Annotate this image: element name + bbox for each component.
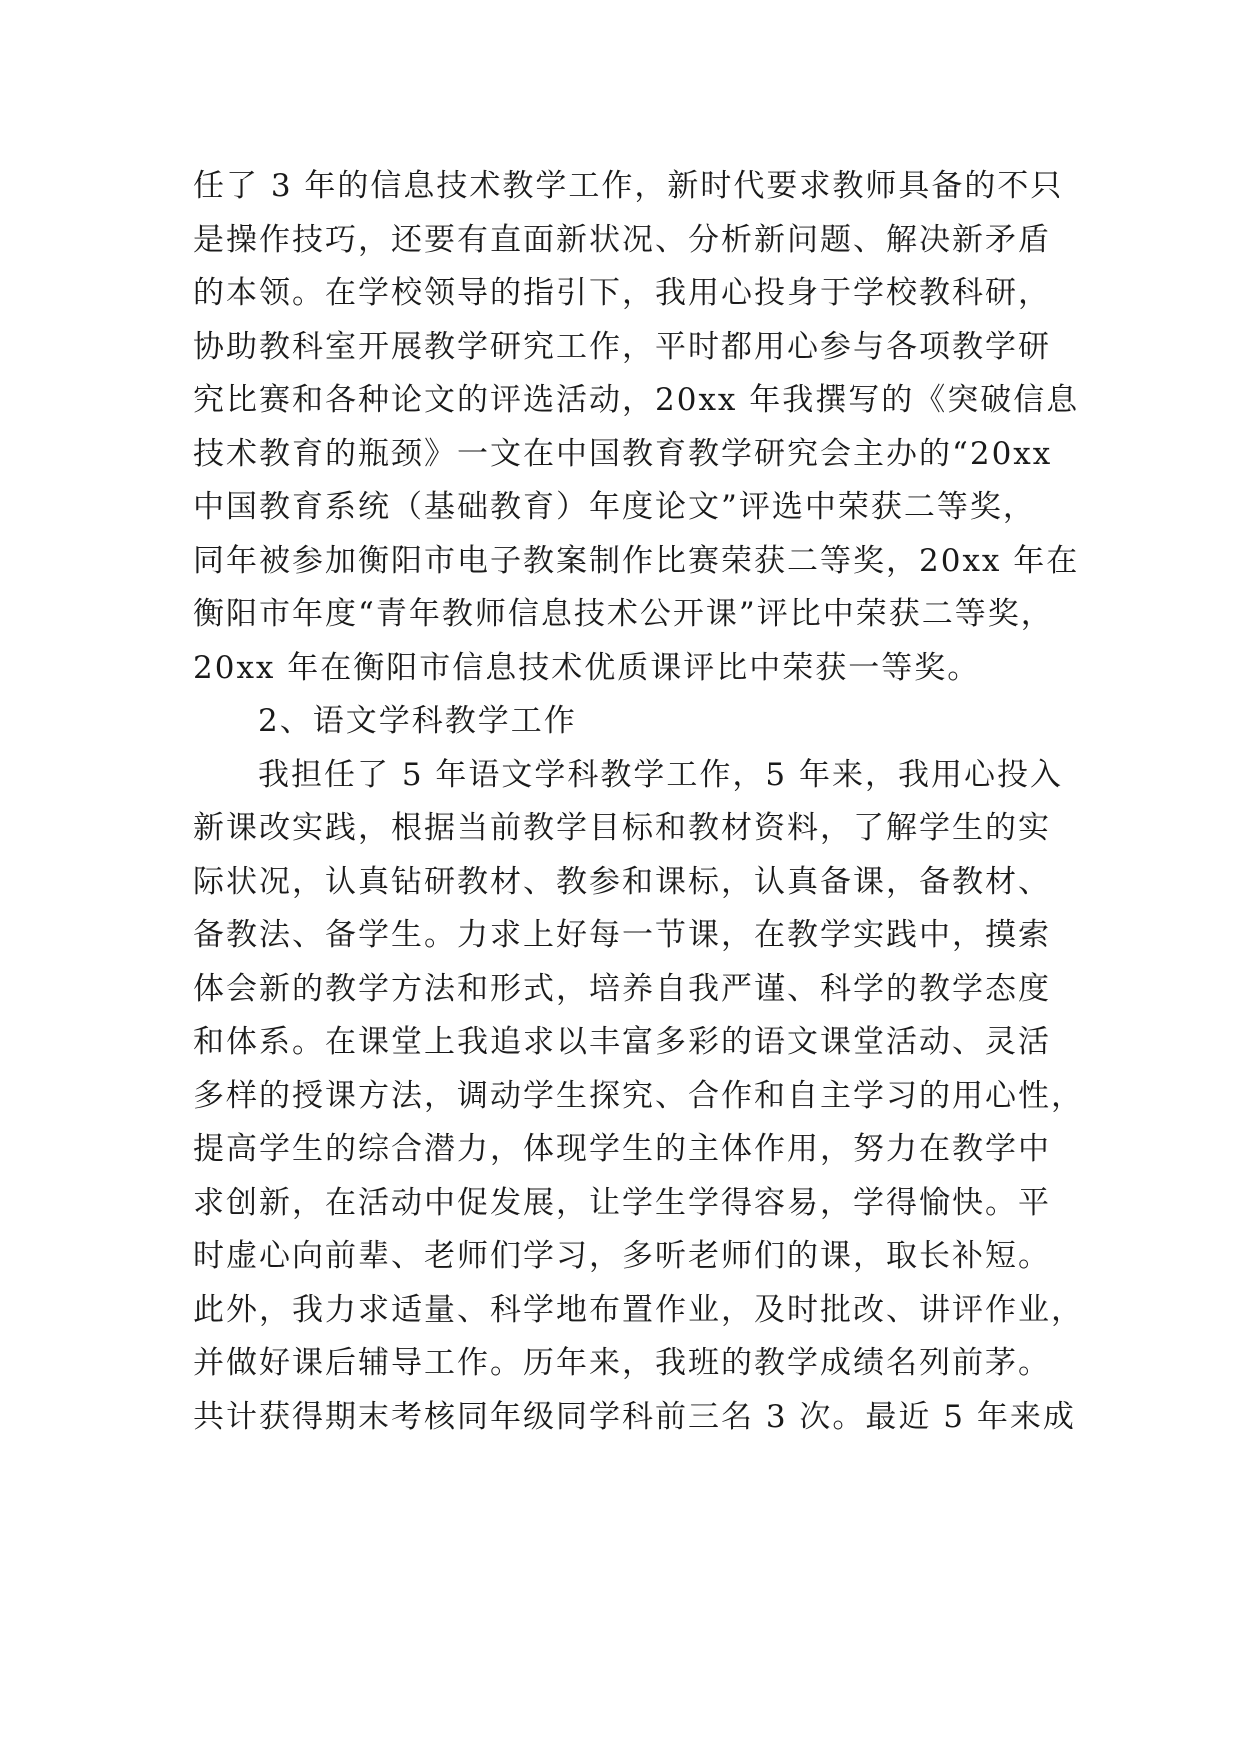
text-line: 技术教育的瓶颈》一文在中国教育教学研究会主办的“20xx — [193, 435, 1053, 472]
text-line: 和体系。在课堂上我追求以丰富多彩的语文课堂活动、灵活 — [193, 1024, 1051, 1060]
text-line: 同年被参加衡阳市电子教案制作比赛荣获二等奖，20xx 年在 — [193, 542, 1080, 579]
text-line: 20xx 年在衡阳市信息技术优质课评比中荣获一等奖。 — [193, 649, 981, 686]
text-line: 共计获得期末考核同年级同学科前三名 3 次。最近 5 年来成 — [193, 1398, 1076, 1435]
text-line: 任了 3 年的信息技术教学工作，新时代要求教师具备的不只 — [193, 168, 1064, 204]
text-line: 的本领。在学校领导的指引下，我用心投身于学校教科研， — [193, 275, 1051, 311]
paragraph-first-line: 我担任了 5 年语文学科教学工作，5 年来，我用心投入 — [258, 756, 1064, 793]
text-line: 究比赛和各种论文的评选活动，20xx 年我撰写的《突破信息 — [193, 382, 1080, 418]
text-line: 是操作技巧，还要有直面新状况、分析新问题、解决新矛盾 — [193, 221, 1051, 258]
text-line: 备教法、备学生。力求上好每一节课，在教学实践中，摸索 — [193, 917, 1051, 953]
text-line: 并做好课后辅导工作。历年来，我班的教学成绩名列前茅。 — [193, 1345, 1051, 1381]
section-heading: 2、语文学科教学工作 — [258, 703, 577, 739]
text-line: 中国教育系统（基础教育）年度论文”评选中荣获二等奖， — [193, 489, 1036, 525]
body-text — [193, 160, 1084, 1444]
text-line: 协助教科室开展教学研究工作，平时都用心参与各项教学研 — [193, 328, 1051, 365]
text-line: 时虚心向前辈、老师们学习，多听老师们的课，取长补短。 — [193, 1238, 1051, 1274]
text-line: 提高学生的综合潜力，体现学生的主体作用，努力在教学中 — [193, 1131, 1051, 1167]
text-line: 求创新，在活动中促发展，让学生学得容易，学得愉快。平 — [193, 1184, 1051, 1221]
text-line: 新课改实践，根据当前教学目标和教材资料，了解学生的实 — [193, 810, 1051, 846]
text-line: 多样的授课方法，调动学生探究、合作和自主学习的用心性， — [193, 1077, 1084, 1114]
text-line: 衡阳市年度“青年教师信息技术公开课”评比中荣获二等奖， — [193, 596, 1054, 632]
text-line: 体会新的教学方法和形式，培养自我严谨、科学的教学态度 — [193, 970, 1051, 1007]
text-line: 际状况，认真钻研教材、教参和课标，认真备课，备教材、 — [193, 863, 1051, 900]
text-line: 此外，我力求适量、科学地布置作业，及时批改、讲评作业， — [193, 1291, 1084, 1328]
